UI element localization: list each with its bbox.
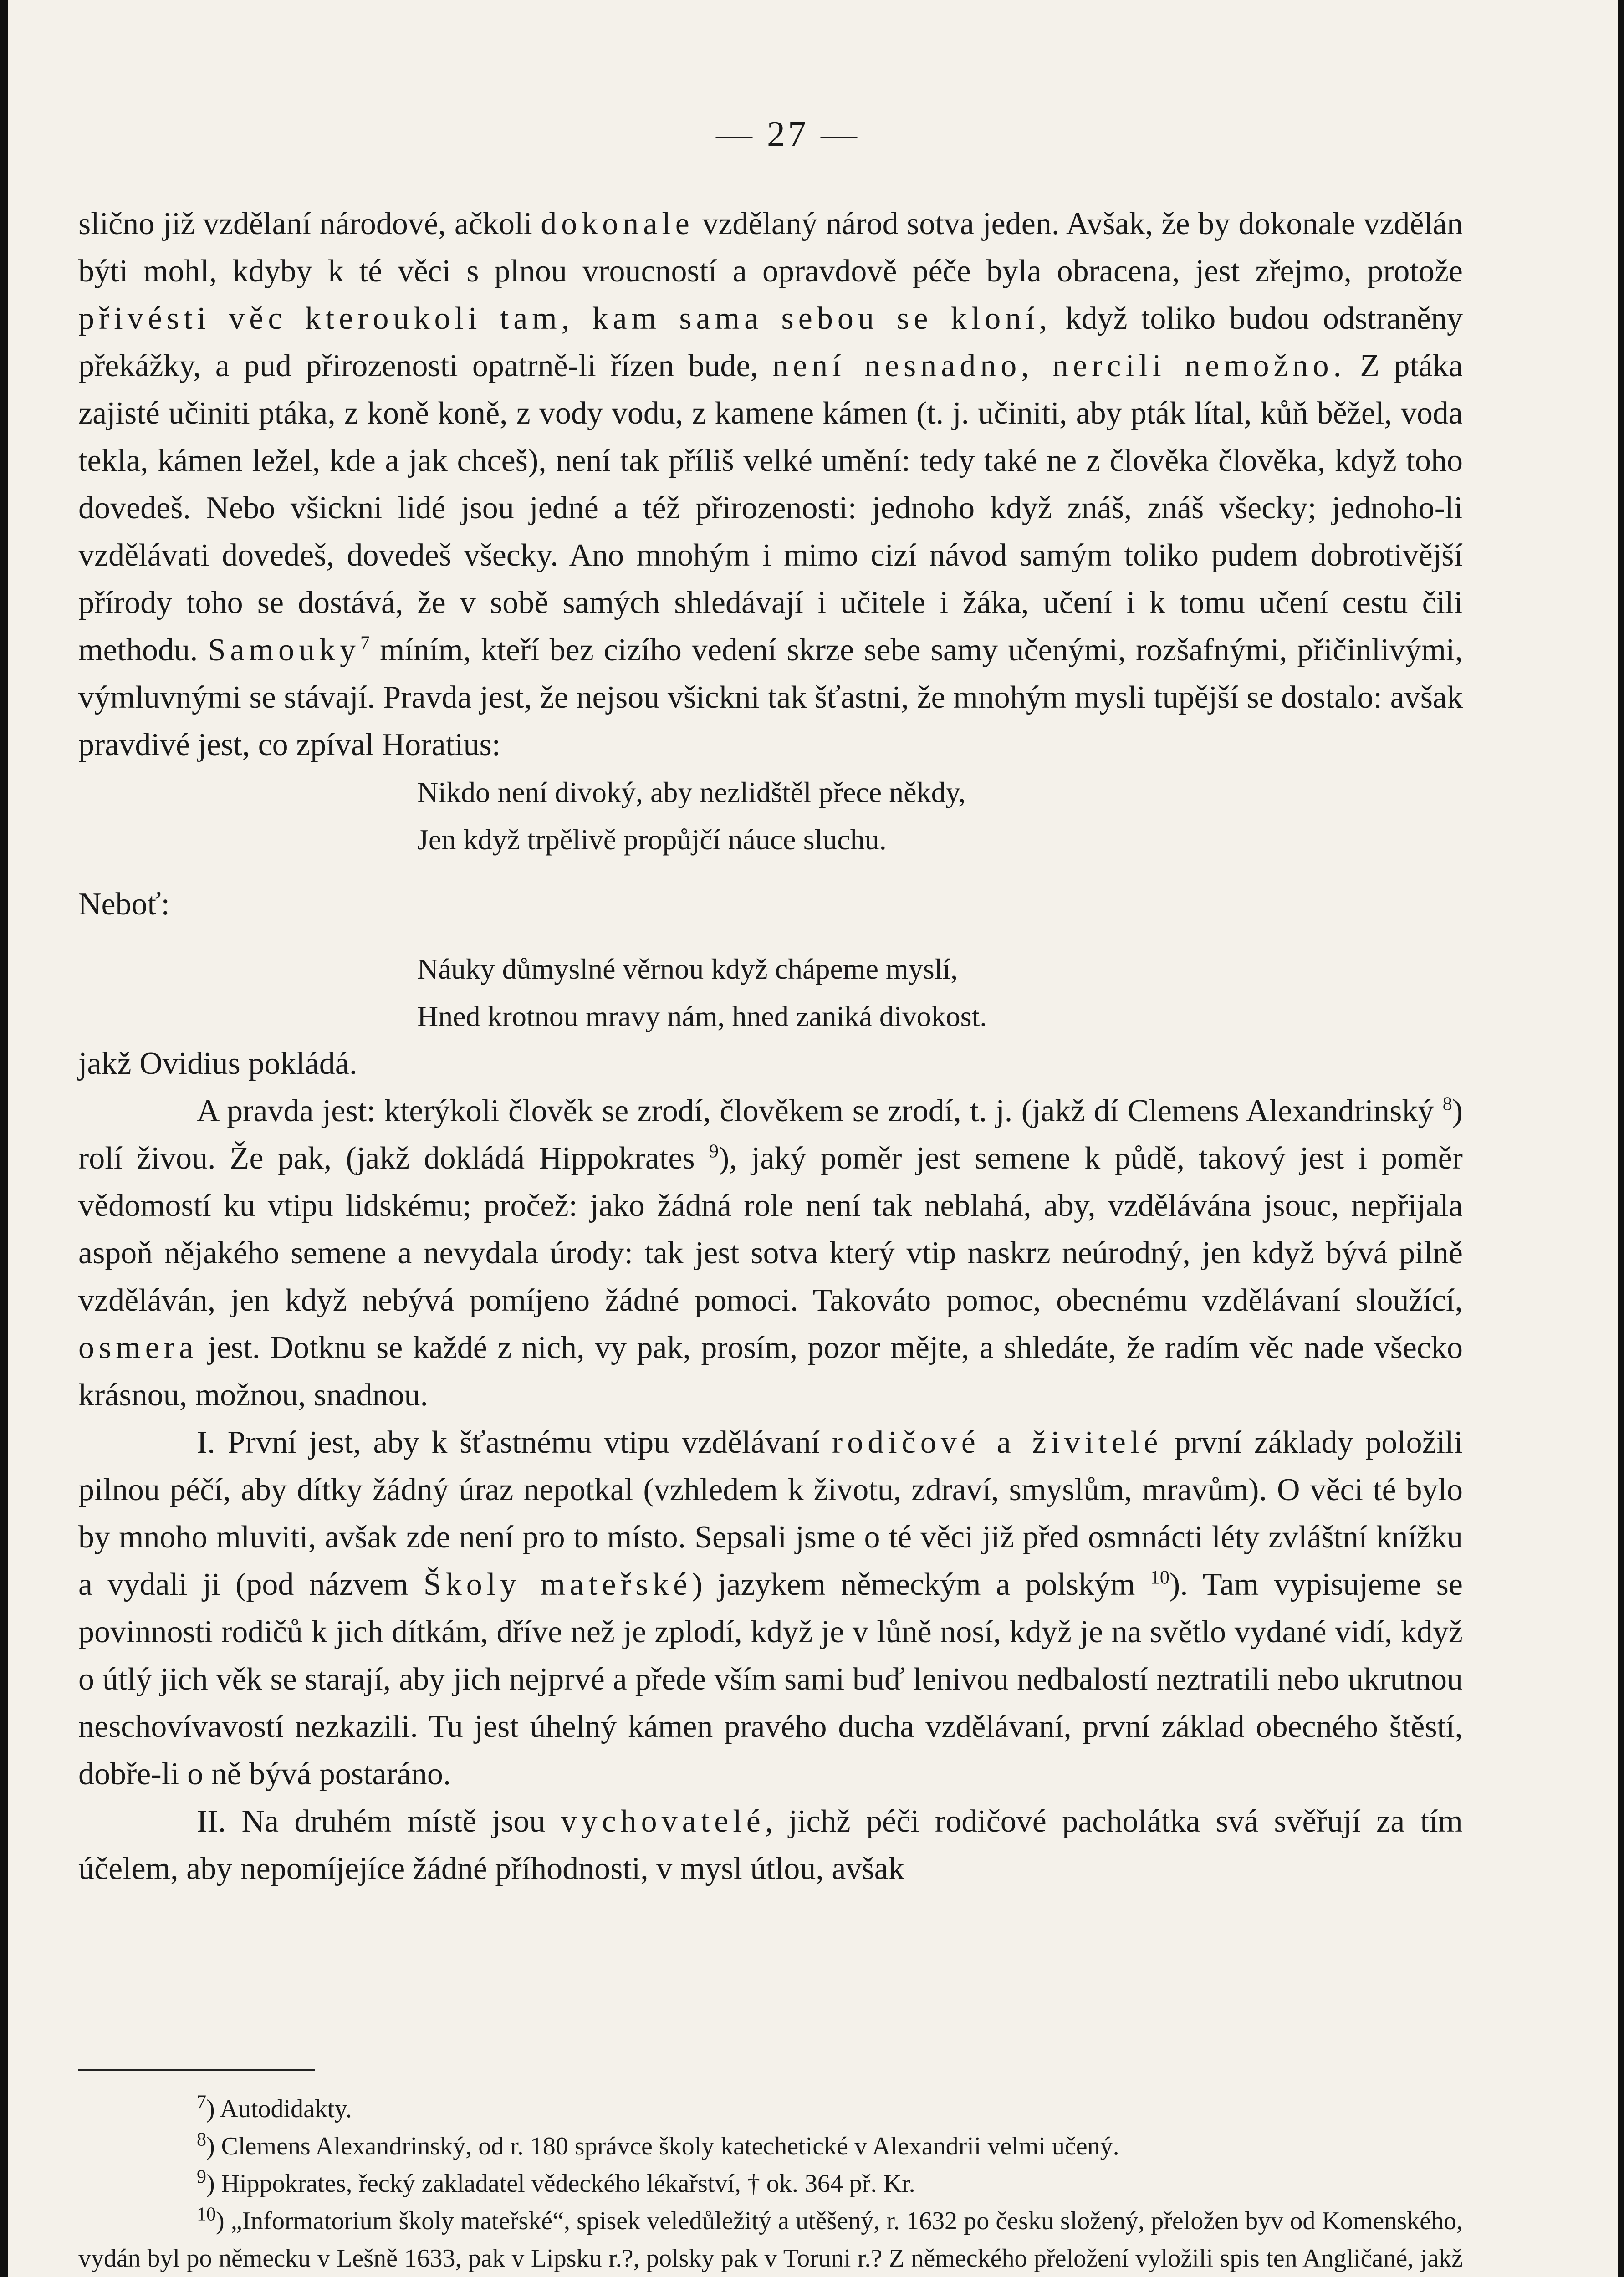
footnotes: [78, 2090, 1463, 2277]
footnote-divider: [78, 2069, 315, 2071]
verse-line: Jen když trpělivě propůjčí náuce sluchu.: [417, 823, 887, 856]
scan-border-right: [1618, 0, 1624, 2277]
verse-quote: [417, 769, 1463, 863]
verse-transition: Neboť:: [78, 887, 170, 922]
verse-line: Hned krotnou mravy nám, hned zaniká divokost.: [417, 1000, 987, 1032]
footnote: $^{10}$) „Informatorium školy mateřské“, spisek veledůležitý a utěšený, r. 1632 po česku složený, přeložen byv od Komenského, vydán byl po německu v Lešně 1633, pak v Lipsku r.?, polsky pak v Toruni r.? Z německého přeložení vyložili spis ten Angličané, jakž: [78, 2204, 1463, 2272]
footnote: $^8$) Clemens Alexandrinský, od r. 180 správce školy katechetické v Alexandrii velmi učený.: [197, 2129, 1119, 2160]
main-text: [78, 200, 1463, 1893]
verse-line: Nikdo není divoký, aby nezlidštěl přece někdy,: [417, 776, 966, 808]
paragraph: slično již vzdělaní národové, ačkoli dokonale vzdělaný národ sotva jeden. Avšak, že by dokonale vzdělán býti mohl, kdyby k té věci s plnou vroucností a opravdově péče byla obracena, jest zřejmo, protože přivésti věc kteroukoli tam, kam sama sebou se kloní, když toliko budou odstraněny překážky, a pud přirozenosti opatrně-li řízen bude, není nesnadno, nercili nemožno. Z ptáka zajisté učiniti ptáka, z koně koně, z vody vodu, z kamene kámen (t. j. učiniti, aby pták lítal, kůň běžel, voda tekla, kámen ležel, kde a jak chceš), není tak příliš velké umění: tedy také ne z člověka člověka, když toho dovedeš. Nebo všickni lidé jsou jedné a též přirozenosti: jednoho když znáš, znáš všecky; jednoho-li vzdělávati dovedeš, dovedeš všecky. Ano mnohým i mimo cizí návod samým toliko pudem dobrotivější přírody toho se dostává, že v sobě samých shledávají i učitele i žáka, učení i k tomu učení cestu čili methodu. Samouky$^7$ míním, kteří bez cizího vedení skrze sebe samy učenými, rozšafnými, přičinlivými, výmluvnými se stávají. Pravda jest, že nejsou všickni tak šťastni, že mnohým mysli tupější se dostalo: avšak pravdivé jest, co zpíval Horatius:: [78, 206, 1463, 762]
footnote-ref: 10: [1150, 1567, 1169, 1588]
footnote-ref: 9: [709, 1141, 719, 1162]
footnote-ref: 7: [360, 633, 370, 654]
page-number: — 27 —: [716, 114, 860, 154]
verse-line: Náuky důmyslné věrnou když chápeme myslí,: [417, 953, 958, 985]
paragraph: A pravda jest: kterýkoli člověk se zrodí, člověkem se zrodí, t. j. (jakž dí Clemens Alexandrinský $^8$) rolí živou. Že pak, (jakž dokládá Hippokrates $^9$), jaký poměr jest semene k půdě, takový jest i poměr vědomostí ku vtipu lidskému; pročež: jako žádná role není tak neblahá, aby, vzdělávána jsouc, nepřijala aspoň nějakého semene a nevydala úrody: tak jest sotva který vtip naskrz neúrodný, jen když bývá pilně vzděláván, jen když nebývá pomíjeno žádné pomoci. Takováto pomoc, obecnému vzdělávaní sloužící, osmera jest. Dotknu se každé z nich, vy pak, prosím, pozor mějte, a shledáte, že radím věc nade všecko krásnou, možnou, snadnou.: [78, 1093, 1463, 1413]
paragraph: I. První jest, aby k šťastnému vtipu vzdělávaní rodičové a živitelé první základy položili pilnou péčí, aby dítky žádný úraz nepotkal (vzhledem k životu, zdraví, smyslům, mravům). O věci té bylo by mnoho mluviti, avšak zde není pro to místo. Sepsali jsme o té věci již před osmnácti léty zvláštní knížku a vydali ji (pod názvem Školy mateřské) jazykem německým a polským $^{10}$). Tam vypisujeme se povinnosti rodičů k jich dítkám, dříve než je zplodí, když je v lůně nosí, když je na světlo vydané vidí, když o útlý jich věk se starají, aby jich nejprvé a přede vším sami buď lenivou nedbalostí neztratili nebo ukrutnou neschovívavostí nezkazili. Tu jest úhelný kámen pravého ducha vzdělávaní, první základ obecného štěstí, dobře-li o ně bývá postaráno.: [78, 1425, 1463, 1792]
verse-attribution: jakž Ovidius pokládá.: [78, 1046, 357, 1081]
footnote-ref: 8: [1442, 1093, 1452, 1115]
scan-border-left: [0, 0, 8, 2277]
footnote: $^9$) Hippokrates, řecký zakladatel vědeckého lékařství, † ok. 364 př. Kr.: [197, 2166, 915, 2198]
footnote: $^7$) Autodidakty.: [197, 2092, 352, 2123]
verse-quote: [417, 945, 1463, 1040]
paragraph: II. Na druhém místě jsou vychovatelé, jichž péči rodičové pacholátka svá svěřují za tím účelem, aby nepomíjejíce žádné příhodnosti, v mysl útlou, avšak: [78, 1804, 1463, 1886]
